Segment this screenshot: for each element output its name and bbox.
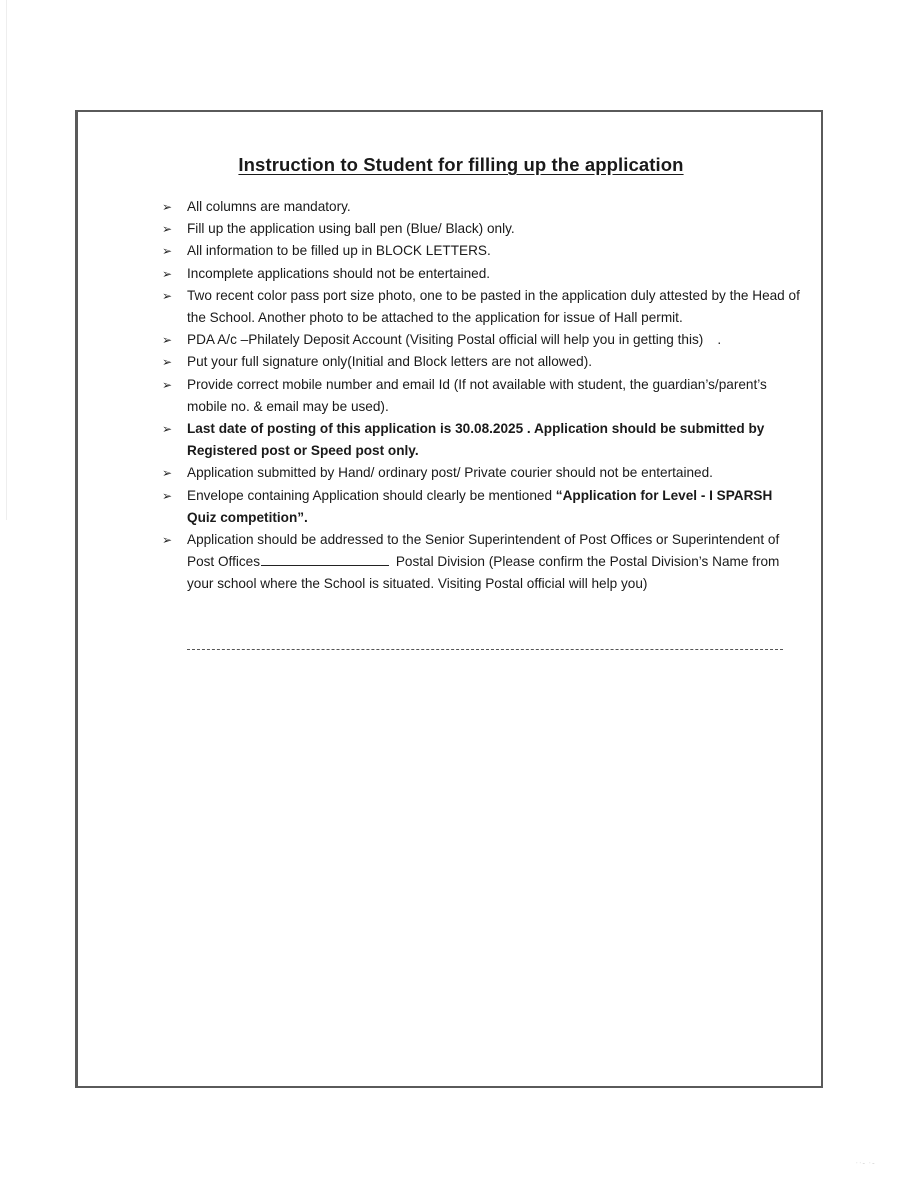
list-item <box>160 529 800 596</box>
list-item <box>160 418 800 462</box>
list-item <box>160 374 800 418</box>
instruction-text: All information to be filled up in BLOCK LETTERS. <box>187 243 491 259</box>
instruction-text: Two recent color pass port size photo, one to be pasted in the application duly attested by the Head of the School. Another photo to be attached to the application for issue of Hall permit. <box>187 287 800 326</box>
instruction-text: Postal Division (Please confirm the Postal Division’s Name from your school where the School is situated. Visiting Postal official will help you) <box>187 554 780 592</box>
list-item <box>160 329 800 351</box>
instruction-text: All columns are mandatory. <box>187 199 351 214</box>
list-item <box>160 462 800 484</box>
instruction-text: PDA A/c –Philately Deposit Account (Visiting Postal official will help you in getting this) <box>187 332 704 348</box>
instruction-text: Put your full signature only(Initial and Block letters are not allowed). <box>187 354 592 370</box>
list-item <box>160 240 800 262</box>
instruction-text: Provide correct mobile number and email Id (If not available with student, the guardian’s/parent’s mobile no. & email may be used). <box>187 376 767 414</box>
dashed-separator <box>187 649 783 650</box>
page-title: Instruction to Student for filling up the application <box>238 154 684 175</box>
arrow-bullet-icon: ➢ <box>162 200 173 214</box>
envelope-label-text: “Application for Level - I SPARSH Quiz competition”. <box>187 487 773 525</box>
arrow-bullet-icon: ➢ <box>162 222 173 237</box>
arrow-bullet-icon: ➢ <box>162 422 173 437</box>
instruction-text: Application should be addressed to the Senior Superintendent of Post Offices or Superintendent of Post Offices <box>187 532 780 570</box>
arrow-bullet-icon: ➢ <box>162 355 173 370</box>
list-item <box>160 351 800 373</box>
list-item <box>160 263 800 285</box>
arrow-bullet-icon: ➢ <box>162 244 173 259</box>
scan-edge-line <box>6 0 7 520</box>
arrow-bullet-icon: ➢ <box>162 533 173 548</box>
arrow-bullet-icon: ➢ <box>162 466 173 481</box>
list-item <box>160 485 800 529</box>
arrow-bullet-icon: ➢ <box>162 288 173 303</box>
list-item <box>160 196 800 218</box>
scan-artifact: ˙˙ˉ ˙ˉ <box>856 1163 876 1170</box>
arrow-bullet-icon: ➢ <box>162 377 173 392</box>
arrow-bullet-icon: ➢ <box>162 266 173 281</box>
list-item <box>160 285 800 329</box>
instruction-text-deadline: Last date of posting of this application is 30.08.2025 . Application should be submitted by Registered post or Speed post only. <box>187 421 765 459</box>
stray-mark: . <box>717 332 722 348</box>
division-name-blank <box>261 552 389 566</box>
instruction-text: Application submitted by Hand/ ordinary post/ Private courier should not be entertained. <box>187 465 713 481</box>
list-item <box>160 218 800 240</box>
instruction-text: Incomplete applications should not be entertained. <box>187 265 491 281</box>
instruction-list <box>160 196 800 596</box>
instruction-text: Envelope containing Application should clearly be mentioned <box>187 487 556 503</box>
arrow-bullet-icon: ➢ <box>162 333 173 348</box>
instruction-text: Fill up the application using ball pen (Blue/ Black) only. <box>187 221 515 237</box>
arrow-bullet-icon: ➢ <box>162 488 173 503</box>
